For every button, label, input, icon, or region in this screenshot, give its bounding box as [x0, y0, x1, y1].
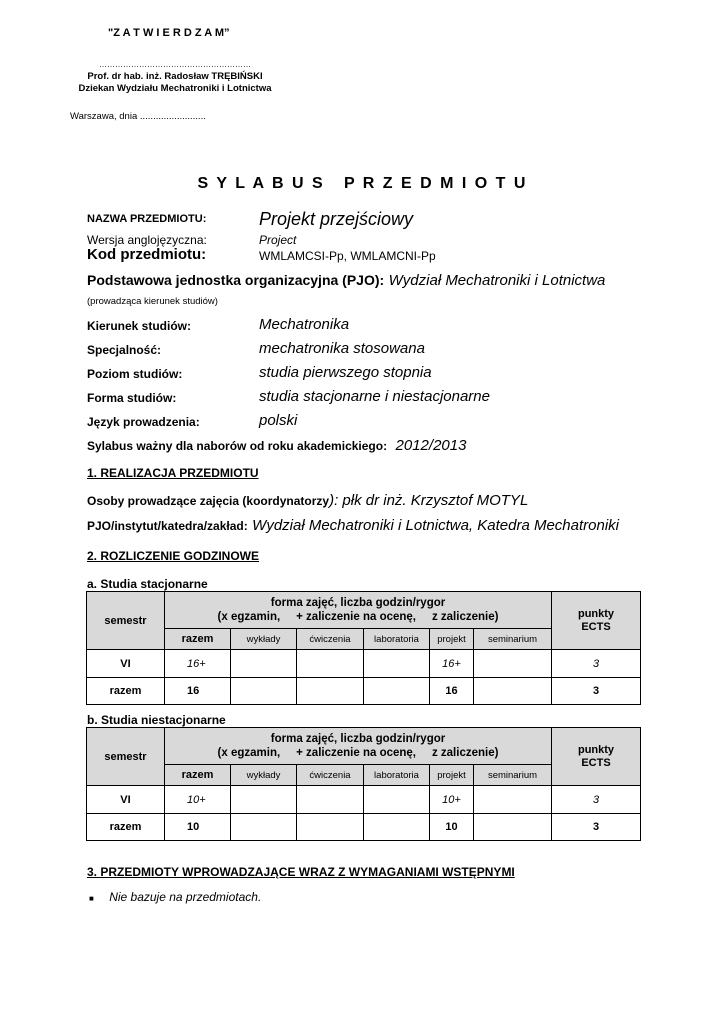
cell-ects: 3	[552, 678, 641, 705]
approval-dots: …………………………………………………	[99, 60, 251, 69]
subject-code-value: WMLAMCSI-Pp, WMLAMCNI-Pp	[259, 249, 436, 263]
direction-label: Kierunek studiów:	[87, 319, 192, 333]
ects-header	[552, 592, 641, 650]
level-value: studia pierwszego stopnia	[259, 364, 432, 381]
cell-projekt: 10	[430, 814, 474, 841]
semester-header: semestr	[87, 592, 165, 650]
cell-ects: 3	[552, 814, 641, 841]
cell-wyklady	[231, 786, 297, 814]
cell-seminarium	[474, 814, 552, 841]
direction-value: Mechatronika	[259, 316, 350, 333]
unit-label: PJO/instytut/katedra/zakład:	[87, 519, 248, 533]
cell-razem: 16	[165, 678, 231, 705]
cell-projekt: 16+	[430, 650, 474, 678]
cell-ects: 3	[552, 786, 641, 814]
cell-semester: VI	[87, 786, 165, 814]
section1-heading: 1. REALIZACJA PRZEDMIOTU	[87, 466, 259, 480]
cell-wyklady	[231, 650, 297, 678]
col-cwiczenia: ćwiczenia	[297, 629, 364, 650]
unit-row	[87, 517, 619, 535]
valid-row	[87, 437, 466, 455]
cell-razem: 10	[165, 814, 231, 841]
subject-name-label: NAZWA PRZEDMIOTU:	[87, 213, 207, 225]
table-row	[87, 786, 641, 814]
cell-seminarium	[474, 786, 552, 814]
ects-header-line1: punkty	[577, 607, 615, 620]
cell-cwiczenia	[297, 786, 364, 814]
english-version-value: Project	[259, 233, 297, 247]
forms-header-title: forma zajęć, liczba godzin/rygor	[270, 597, 446, 609]
semester-header: semestr	[87, 728, 165, 786]
col-razem: razem	[165, 629, 231, 650]
table-row	[87, 678, 641, 705]
table-row	[87, 814, 641, 841]
cell-semester: razem	[87, 678, 165, 705]
cell-seminarium	[474, 650, 552, 678]
coordinators-label: Osoby prowadzące zajęcia (koordynatorzy	[87, 494, 330, 508]
cell-cwiczenia	[297, 814, 364, 841]
cell-razem: 10+	[165, 786, 231, 814]
forms-header	[165, 592, 552, 629]
cell-projekt: 10+	[430, 786, 474, 814]
cell-seminarium	[474, 678, 552, 705]
subject-name-value: Projekt przejściowy	[259, 209, 414, 229]
cell-semester: VI	[87, 650, 165, 678]
col-cwiczenia: ćwiczenia	[297, 765, 364, 786]
forms-header-subtitle: (x egzamin, + zaliczenie na ocenę, z zaliczenie)	[217, 747, 499, 759]
col-seminarium: seminarium	[474, 765, 552, 786]
col-projekt: projekt	[430, 629, 474, 650]
cell-laboratoria	[364, 786, 430, 814]
cell-wyklady	[231, 678, 297, 705]
col-wyklady: wykłady	[231, 765, 297, 786]
cell-laboratoria	[364, 678, 430, 705]
page-title: S Y L A B U S P R Z E D M I O T U	[197, 175, 528, 192]
coordinators-value: ): płk dr inż. Krzysztof MOTYL	[329, 492, 529, 509]
col-wyklady: wykłady	[231, 629, 297, 650]
prerequisites-text: Nie bazuje na przedmiotach.	[109, 890, 262, 904]
cell-laboratoria	[364, 650, 430, 678]
valid-value: 2012/2013	[395, 437, 467, 454]
coordinators-row	[87, 492, 528, 510]
hours-table-parttime	[86, 727, 641, 841]
cell-semester: razem	[87, 814, 165, 841]
cell-laboratoria	[364, 814, 430, 841]
form-value: studia stacjonarne i niestacjonarne	[259, 388, 490, 405]
prerequisites-item	[89, 890, 261, 904]
col-laboratoria: laboratoria	[364, 765, 430, 786]
pjo-value: Wydział Mechatroniki i Lotnictwa	[388, 272, 606, 289]
hours-table-fulltime	[86, 591, 641, 705]
cell-razem: 16+	[165, 650, 231, 678]
pjo-note: (prowadząca kierunek studiów)	[87, 296, 218, 307]
section2-heading: 2. ROZLICZENIE GODZINOWE	[87, 549, 260, 563]
cell-cwiczenia	[297, 678, 364, 705]
approval-signer: Prof. dr hab. inż. Radosław TRĘBIŃSKI	[87, 71, 263, 82]
table-a-caption: a. Studia stacjonarne	[87, 577, 208, 591]
english-version-label: Wersja anglojęzyczna:	[87, 233, 207, 247]
col-razem: razem	[165, 765, 231, 786]
table-b-caption: b. Studia niestacjonarne	[87, 713, 226, 727]
ects-header-line1: punkty	[577, 743, 615, 756]
section3-heading: 3. PRZEDMIOTY WPROWADZAJĄCE WRAZ Z WYMAGANIAMI WSTĘPNYMI	[87, 865, 515, 879]
approval-title: "Z A T W I E R D Z A M”	[108, 27, 230, 39]
cell-projekt: 16	[430, 678, 474, 705]
cell-cwiczenia	[297, 650, 364, 678]
specialty-value: mechatronika stosowana	[259, 340, 425, 357]
table-row	[87, 650, 641, 678]
pjo-label: Podstawowa jednostka organizacyjna (PJO):	[87, 272, 385, 288]
language-value: polski	[259, 412, 298, 429]
place-date: Warszawa, dnia .........................	[70, 111, 206, 122]
forms-header	[165, 728, 552, 765]
forms-header-subtitle: (x egzamin, + zaliczenie na ocenę, z zaliczenie)	[217, 611, 499, 623]
ects-header	[552, 728, 641, 786]
approval-signer-role: Dziekan Wydziału Mechatroniki i Lotnictwa	[78, 83, 272, 94]
level-label: Poziom studiów:	[87, 367, 183, 381]
ects-header-line2: ECTS	[581, 756, 611, 769]
ects-header-line2: ECTS	[581, 620, 611, 633]
cell-wyklady	[231, 814, 297, 841]
cell-ects: 3	[552, 650, 641, 678]
col-projekt: projekt	[430, 765, 474, 786]
specialty-label: Specjalność:	[87, 343, 162, 357]
valid-label: Sylabus ważny dla naborów od roku akademickiego:	[87, 439, 388, 453]
pjo-row	[87, 272, 605, 290]
form-label: Forma studiów:	[87, 391, 177, 405]
unit-value: Wydział Mechatroniki i Lotnictwa, Katedra Mechatroniki	[252, 517, 619, 534]
forms-header-title: forma zajęć, liczba godzin/rygor	[270, 733, 446, 745]
square-bullet-icon: ■	[89, 894, 94, 903]
col-seminarium: seminarium	[474, 629, 552, 650]
subject-code-label: Kod przedmiotu:	[87, 246, 207, 263]
language-label: Język prowadzenia:	[87, 415, 200, 429]
col-laboratoria: laboratoria	[364, 629, 430, 650]
